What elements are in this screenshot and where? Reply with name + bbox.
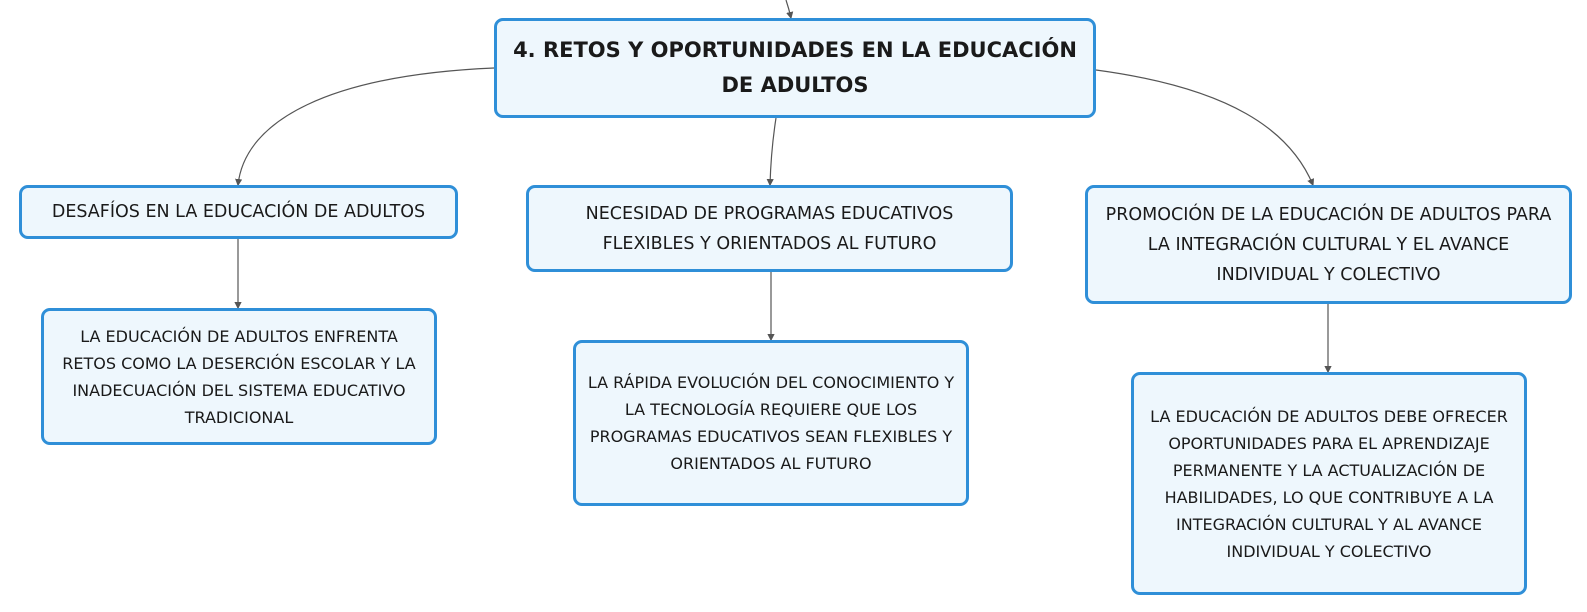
topic-label-desafios: DESAFÍOS EN LA EDUCACIÓN DE ADULTOS <box>51 202 426 222</box>
connector-root-to-desafios <box>238 68 494 185</box>
subtopic-node-necesidad-detail[interactable] <box>573 340 969 506</box>
topic-label-necesidad: NECESIDAD DE PROGRAMAS EDUCATIVOS FLEXIBLES Y ORIENTADOS AL FUTURO <box>585 203 954 254</box>
topic-label-promocion: PROMOCIÓN DE LA EDUCACIÓN DE ADULTOS PARA LA INTEGRACIÓN CULTURAL Y EL AVANCE INDIVIDUAL Y COLECTIVO <box>1105 204 1552 285</box>
topic-node-desafios[interactable] <box>19 185 458 239</box>
connector-root-to-necesidad <box>770 118 776 185</box>
connector-incoming <box>786 0 791 18</box>
subtopic-node-promocion-detail[interactable] <box>1131 372 1527 595</box>
subtopic-node-desafios-detail[interactable] <box>41 308 437 445</box>
root-topic-label: 4. RETOS Y OPORTUNIDADES EN LA EDUCACIÓN DE ADULTOS <box>513 38 1077 97</box>
topic-node-promocion[interactable] <box>1085 185 1572 304</box>
root-topic-node[interactable] <box>494 18 1096 118</box>
topic-node-necesidad[interactable] <box>526 185 1013 272</box>
connector-root-to-promocion <box>1096 70 1313 185</box>
subtopic-label-promocion-detail: LA EDUCACIÓN DE ADULTOS DEBE OFRECER OPORTUNIDADES PARA EL APRENDIZAJE PERMANENTE Y LA ACTUALIZACIÓN DE HABILIDADES, LO QUE CONTRIBUYE A LA INTEGRACIÓN CULTURAL Y AL AVANCE INDIVIDUAL Y COLECTIVO <box>1150 406 1508 561</box>
subtopic-label-necesidad-detail: LA RÁPIDA EVOLUCIÓN DEL CONOCIMIENTO Y LA TECNOLOGÍA REQUIERE QUE LOS PROGRAMAS EDUCATIVOS SEAN FLEXIBLES Y ORIENTADOS AL FUTURO <box>587 373 955 473</box>
subtopic-label-desafios-detail: LA EDUCACIÓN DE ADULTOS ENFRENTA RETOS COMO LA DESERCIÓN ESCOLAR Y LA INADECUACIÓN DEL SISTEMA EDUCATIVO TRADICIONAL <box>62 326 416 427</box>
